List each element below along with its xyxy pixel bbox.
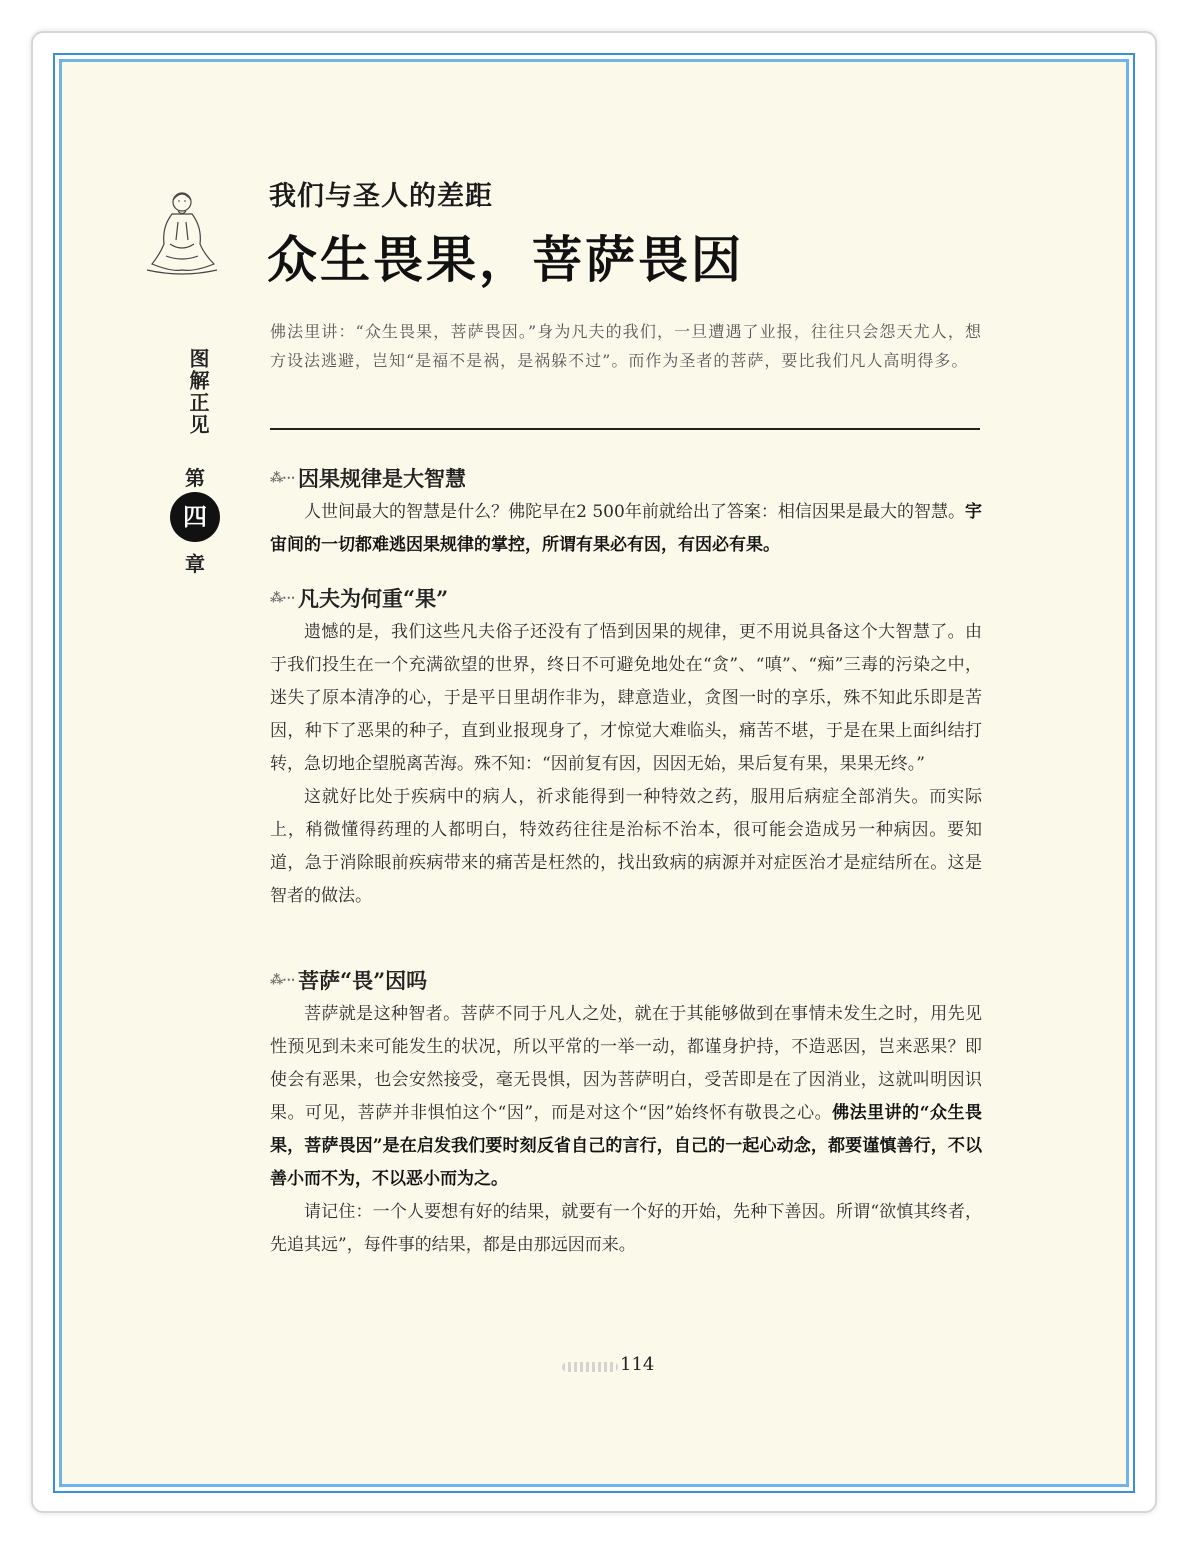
section-1 bbox=[270, 462, 982, 562]
page-ornament-icon bbox=[562, 1362, 618, 1372]
chapter-number-badge: 四 bbox=[170, 492, 220, 542]
chapter-prefix: 第 bbox=[185, 466, 205, 490]
section-bullet-icon: ⁂⋯ bbox=[270, 973, 295, 988]
paragraph-text: 菩萨就是这种智者。菩萨不同于凡人之处，就在于其能够做到在事情未发生之时，用先见性预见到未来可能发生的状况，所以平常的一举一动，都谨身护持，不造恶因，岂来恶果？即使会有恶果，也会安然接受，毫无畏惧，因为菩萨明白，受苦即是在了因消业，这就叫明因识果。可见，菩萨并非惧怕这个“因”，而是对这个“因”始终怀有敬畏之心。 bbox=[270, 1004, 982, 1123]
divider-rule bbox=[270, 428, 980, 430]
section-heading bbox=[270, 964, 982, 998]
article-subtitle: 我们与圣人的差距 bbox=[269, 181, 493, 212]
paragraph-bold-text: 佛法里讲的“众生畏果，菩萨畏因”是在启发我们要时刻反省自己的言行，自己的一起心动念，都要谨慎善行，不以善小而不为，不以恶小而为之。 bbox=[270, 1103, 983, 1189]
book-title-vertical: 图解正见 bbox=[186, 348, 210, 436]
book-page bbox=[59, 59, 1129, 1487]
section-heading bbox=[270, 462, 982, 496]
section-3 bbox=[270, 964, 982, 1262]
paragraph-text: 人世间最大的智慧是什么？佛陀早在2 500年前就给出了答案：相信因果是最大的智慧。 bbox=[304, 502, 965, 522]
section-paragraph: 这就好比处于疾病中的病人，祈求能得到一种特效之药，服用后病症全部消失。而实际上，稍微懂得药理的人都明白，特效药往往是治标不治本，很可能会造成另一种病因。要知道，急于消除眼前疾病带来的痛苦是枉然的，找出致病的病源并对症医治才是症结所在。这是智者的做法。 bbox=[270, 787, 982, 906]
page-number: 114 bbox=[620, 1354, 655, 1375]
section-paragraph: 请记住：一个人要想有好的结果，就要有一个好的开始，先种下善因。所谓“欲慎其终者，先追其远”，每件事的结果，都是由那远因而来。 bbox=[270, 1202, 982, 1255]
chapter-suffix: 章 bbox=[185, 552, 205, 576]
section-bullet-icon: ⁂⋯ bbox=[270, 471, 295, 486]
section-heading-text: 菩萨“畏”因吗 bbox=[298, 968, 428, 993]
section-paragraph: 遗憾的是，我们这些凡夫俗子还没有了悟到因果的规律，更不用说具备这个大智慧了。由于我们投生在一个充满欲望的世界，终日不可避免地处在“贪”、“嗔”、“痴”三毒的污染之中，迷失了原本清净的心，于是平日里胡作非为，肆意造业，贪图一时的享乐，殊不知此乐即是苦因，种下了恶果的种子，直到业报现身了，才惊觉大难临头，痛苦不堪，于是在果上面纠结打转，急切地企望脱离苦海。殊不知：“因前复有因，因因无始，果后复有果，果果无终。” bbox=[270, 622, 982, 774]
section-heading-text: 因果规律是大智慧 bbox=[298, 466, 466, 491]
meditating-monk-illustration bbox=[142, 182, 222, 282]
section-heading-text: 凡夫为何重“果” bbox=[298, 586, 449, 611]
page-number-area bbox=[562, 1354, 655, 1378]
article-title: 众生畏果，菩萨畏因 bbox=[267, 230, 744, 289]
intro-paragraph: 佛法里讲：“众生畏果，菩萨畏因。”身为凡夫的我们，一旦遭遇了业报，往往只会怨天尤人，想方设法逃避，岂知“是福不是祸，是祸躲不过”。而作为圣者的菩萨，要比我们凡人高明得多。 bbox=[270, 322, 982, 370]
section-heading bbox=[270, 582, 982, 616]
section-bullet-icon: ⁂⋯ bbox=[270, 591, 295, 606]
section-2 bbox=[270, 582, 982, 913]
section-paragraph bbox=[270, 496, 982, 562]
paragraph-bold-text: 宇宙间的一切都难逃因果规律的掌控，所谓有果必有因，有因必有果。 bbox=[270, 502, 982, 555]
section-paragraph bbox=[270, 998, 982, 1196]
